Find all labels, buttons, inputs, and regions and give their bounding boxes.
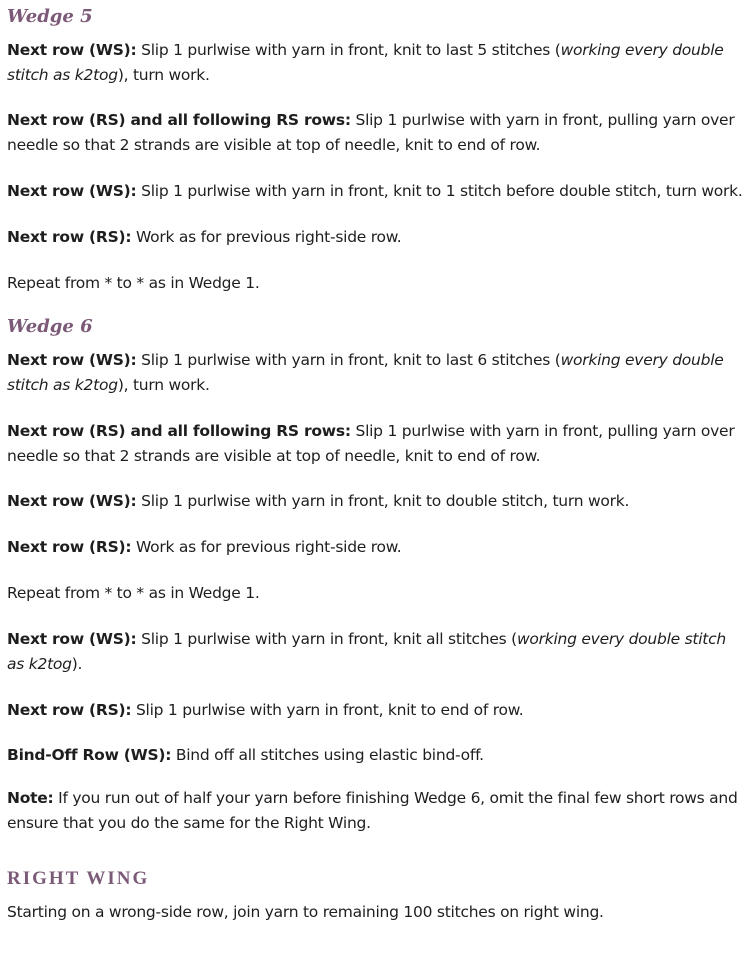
instruction-row [7,419,745,469]
row-label: Next row (RS): [7,538,132,556]
row-text: Repeat from * to * as in Wedge 1. [7,274,260,292]
row-label: Next row (WS): [7,351,137,369]
row-label: Bind-Off Row (WS): [7,746,172,764]
row-text: Slip 1 purlwise with yarn in front, knit to last 5 stitches ( [136,41,561,59]
instruction-row [7,489,745,514]
row-text: Slip 1 purlwise with yarn in front, knit to double stitch, turn work. [136,492,630,510]
instruction-row [7,535,745,560]
instruction-row [7,225,745,250]
row-label: Next row (WS): [7,182,137,200]
note-text: If you run out of half your yarn before finishing Wedge 6, omit the final few short rows and ensure that you do the same for the Right Wing. [7,789,738,832]
row-label: Next row (WS): [7,630,137,648]
note-label: Note: [7,789,54,807]
right-wing-title: RIGHT WING [7,868,150,889]
row-label: Next row (WS): [7,492,137,510]
instruction-row [7,698,745,723]
row-text: Repeat from * to * as in Wedge 1. [7,584,260,602]
row-text-tail: ). [71,655,83,673]
row-label: Next row (RS) and all following RS rows: [7,422,351,440]
row-label: Next row (RS) and all following RS rows: [7,111,351,129]
row-text: Slip 1 purlwise with yarn in front, knit to 1 stitch before double stitch, turn work. [136,182,743,200]
row-text: Slip 1 purlwise with yarn in front, knit all stitches ( [136,630,517,648]
row-text-tail: ), turn work. [117,66,210,84]
instruction-row [7,348,745,398]
row-text: Slip 1 purlwise with yarn in front, pulling yarn over needle so that 2 strands are visible at top of needle, knit to end of row. [7,422,735,465]
row-label: Next row (RS): [7,701,132,719]
row-italic-note: working every double stitch as k2tog [7,41,724,84]
wedge-6-heading: Wedge 6 [7,316,93,337]
row-text: Work as for previous right-side row. [131,538,402,556]
row-text: Slip 1 purlwise with yarn in front, knit to end of row. [131,701,524,719]
note-paragraph [7,786,745,836]
right-wing-intro: Starting on a wrong-side row, join yarn to remaining 100 stitches on right wing. [7,903,604,921]
wedge-5-heading: Wedge 5 [7,6,93,27]
instruction-row [7,271,745,296]
row-label: Next row (WS): [7,41,137,59]
row-text: Slip 1 purlwise with yarn in front, pulling yarn over needle so that 2 strands are visible at top of needle, knit to end of row. [7,111,735,154]
row-italic-note: working every double stitch as k2tog [7,351,724,394]
row-text: Work as for previous right-side row. [131,228,402,246]
instruction-row [7,108,745,158]
instruction-row [7,581,745,606]
instruction-row [7,743,745,768]
instruction-row [7,627,745,677]
row-italic-note: working every double stitch as k2tog [7,630,726,673]
row-text-tail: ), turn work. [117,376,210,394]
row-text: Slip 1 purlwise with yarn in front, knit to last 6 stitches ( [136,351,561,369]
row-label: Next row (RS): [7,228,132,246]
row-text: Bind off all stitches using elastic bind-off. [171,746,484,764]
instruction-row [7,38,745,88]
instruction-row [7,179,745,204]
